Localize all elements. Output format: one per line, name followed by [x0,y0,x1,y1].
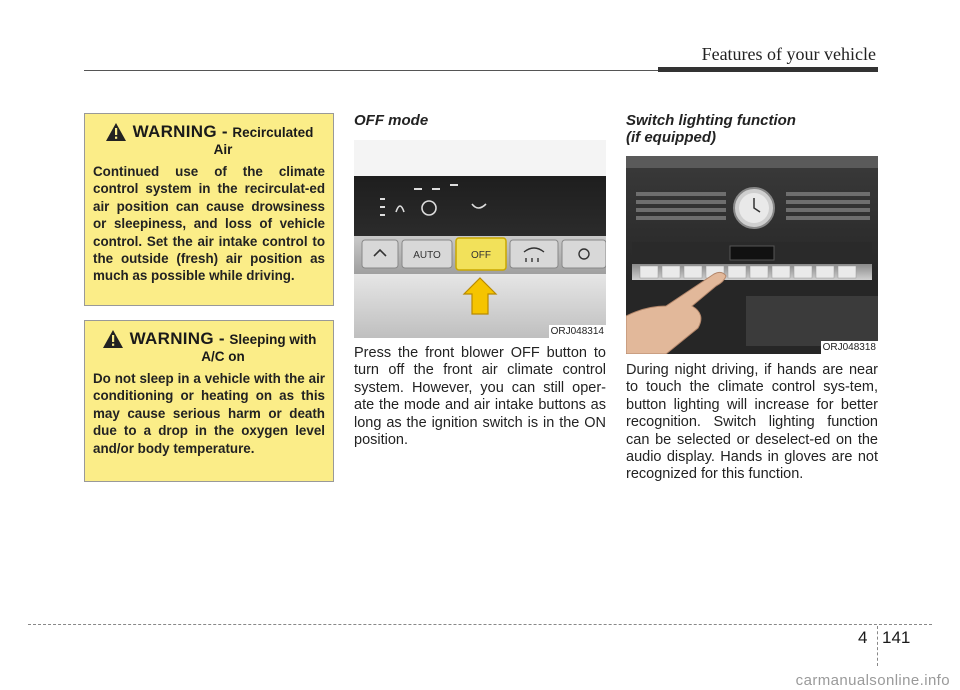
switch-lighting-title-wrap [626,112,878,146]
chapter-number: 4 [858,628,868,647]
warning-body-text: Continued use of the climate control system in the recirculat-ed air position can cause drowsiness or sleepiness, and loss of vehicle control. Set the air intake control to the outside (fresh) air position as much as possible while driving. [93,164,325,284]
warning-triangle-icon [102,329,124,349]
warning-heading [93,122,325,157]
warning-heading [93,329,325,364]
switch-lighting-title: Switch lighting function [626,112,796,129]
warning-box-sleeping-ac [84,320,334,482]
off-mode-section-title-wrap [354,112,606,129]
warning-subject: Sleeping with [229,332,317,347]
figure-label: ORJ048318 [822,342,876,353]
figure-label: ORJ048314 [550,326,604,337]
off-mode-figure [354,140,606,338]
footer-divider [877,626,878,666]
warning-box-recirculated-air [84,113,334,306]
warning-subject-continued: A/C on [201,349,245,364]
footer-rule [28,624,932,625]
switch-lighting-subtitle: (if equipped) [626,129,716,146]
off-button-label: OFF [471,250,491,261]
warning-subject: Recirculated [232,125,314,140]
warning-body-text: Do not sleep in a vehicle with the air conditioning or heating on as this may cause serious harm or death due to a drop in the oxygen level and/or body temperature. [93,371,325,456]
off-mode-title: OFF mode [354,112,429,129]
dashboard-hand-photo [626,156,878,354]
warning-subject-continued: Air [213,142,233,157]
page-number: 141 [882,628,911,647]
switch-lighting-body-text: During night driving, if hands are near to touch the climate control sys-tem, button lighting will increase for better recognition. Switch lighting function can be selected or deselect-ed on the audio display. Hands in gloves are not recognized for this function. [626,362,878,483]
warning-word: WARNING - [129,329,225,348]
auto-button-label: AUTO [413,250,441,261]
warning-word: WARNING - [132,122,228,141]
warning-triangle-icon [105,122,127,142]
section-header-title: Features of your vehicle [701,44,876,64]
watermark-text: carmanualsonline.info [795,672,950,689]
switch-lighting-figure [626,156,878,354]
climate-panel-off-photo [354,140,606,338]
off-mode-body-text: Press the front blower OFF button to turn off the front air climate control system. However, you can still oper-ate the mode and air intake buttons as long as the ignition switch is in the ON position. [354,345,606,449]
header-rule-accent [658,67,878,72]
